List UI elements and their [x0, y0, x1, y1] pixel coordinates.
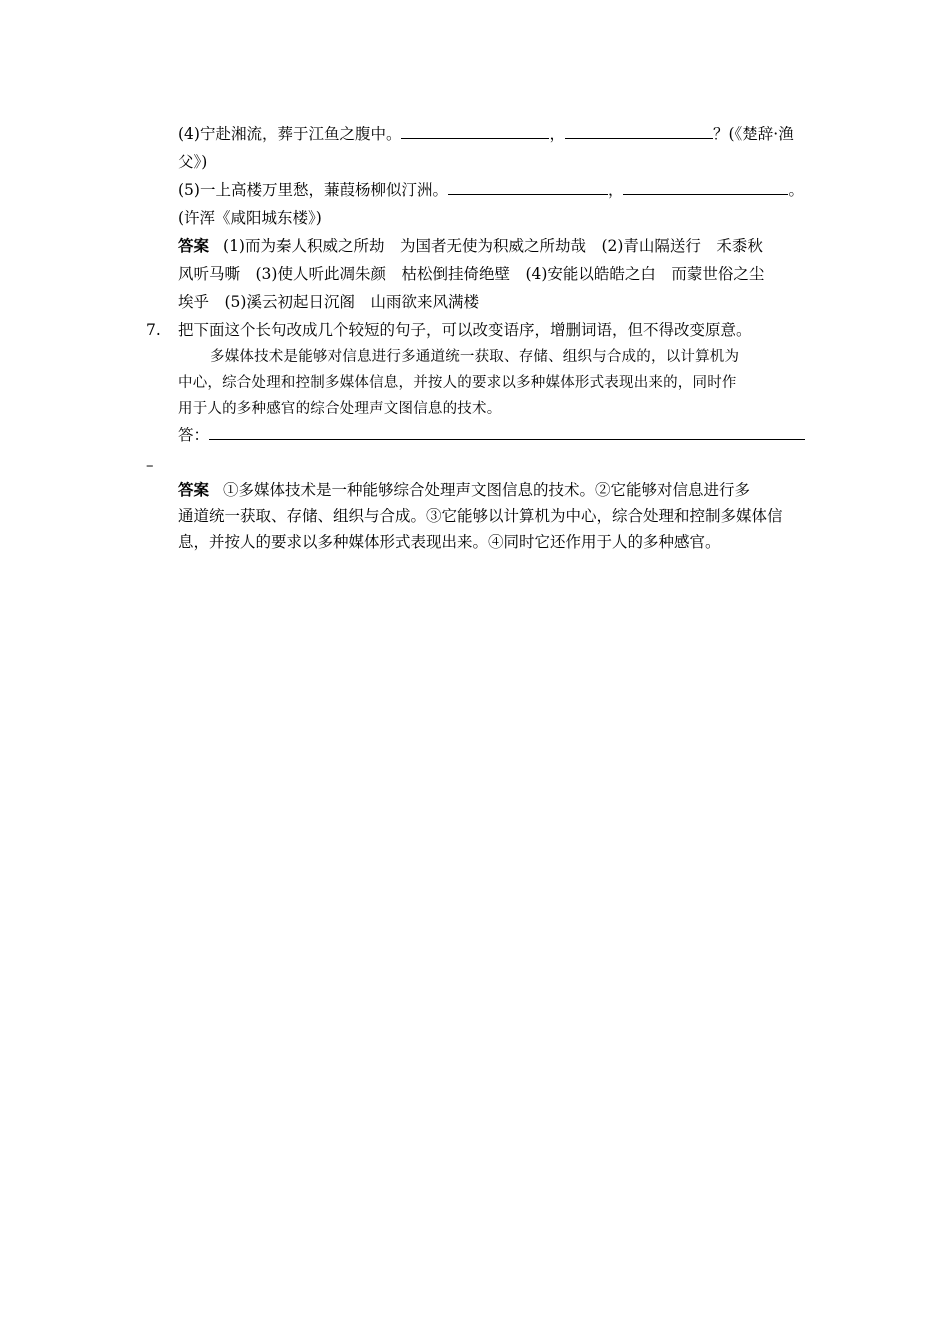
question-7-prompt: 把下面这个长句改成几个较短的句子，可以改变语序，增删词语，但不得改变原意。: [178, 321, 752, 339]
answer-7-line-3: 息，并按人的要求以多种媒体形式表现出来。④同时它还作用于人的多种感官。: [178, 533, 721, 551]
question-7-number: 7.: [146, 321, 161, 339]
item-4-comma: ，: [549, 125, 565, 143]
item-5-blank-2[interactable]: [623, 180, 788, 195]
answer-7-line-1: 答案 ①多媒体技术是一种能够综合处理声文图信息的技术。②它能够对信息进行多: [178, 480, 751, 499]
question-7-passage-2: 中心，综合处理和控制多媒体信息，并按人的要求以多种媒体形式表现出来的，同时作: [178, 375, 737, 391]
question-7-passage-3: 用于人的多种感官的综合处理声文图信息的技术。: [178, 401, 502, 417]
question-7-answer-prompt: 答：: [178, 426, 210, 444]
item-4-text: (4)宁赴湘流，葬于江鱼之腹中。: [178, 125, 402, 143]
item-4-blank-1[interactable]: [401, 124, 549, 139]
answer-6-line-3: 埃乎 (5)溪云初起日沉阁 山雨欲来风满楼: [178, 293, 479, 311]
item-5-comma: ，: [607, 181, 624, 199]
question-7-answer-row: [178, 425, 808, 445]
answer-6-line-2: 风听马嘶 (3)使人听此凋朱颜 枯松倒挂倚绝壁 (4)安能以皓皓之白 而蒙世俗之尘: [178, 265, 765, 283]
item-4-source: ？(《楚辞·渔: [712, 125, 794, 143]
item-5-blank-1[interactable]: [448, 180, 608, 195]
answer-7-label: 答案: [178, 480, 210, 499]
item-5-text: (5)一上高楼万里愁，蒹葭杨柳似汀洲。: [178, 181, 448, 199]
item-4-cont: 父》): [178, 153, 208, 171]
answer-6-line-1: 答案 (1)而为秦人积威之所劫 为国者无使为积威之所劫哉 (2)青山隔送行 禾黍秋: [178, 236, 763, 255]
item-5-period: 。: [788, 181, 804, 199]
answer-7-line-2: 通道统一获取、存储、组织与合成。③它能够以计算机为中心，综合处理和控制多媒体信: [178, 507, 783, 525]
item-4-line: [178, 124, 808, 144]
answer-6-label: 答案: [178, 236, 210, 255]
item-5-cont: (许浑《咸阳城东楼》): [178, 209, 322, 227]
item-5-line: [178, 180, 808, 200]
question-7-answer-field[interactable]: [209, 425, 805, 440]
trailing-mark: –: [146, 456, 154, 474]
item-4-blank-2[interactable]: [565, 124, 713, 139]
question-7-passage-1: 多媒体技术是能够对信息进行多通道统一获取、存储、组织与合成的，以计算机为: [210, 349, 740, 365]
